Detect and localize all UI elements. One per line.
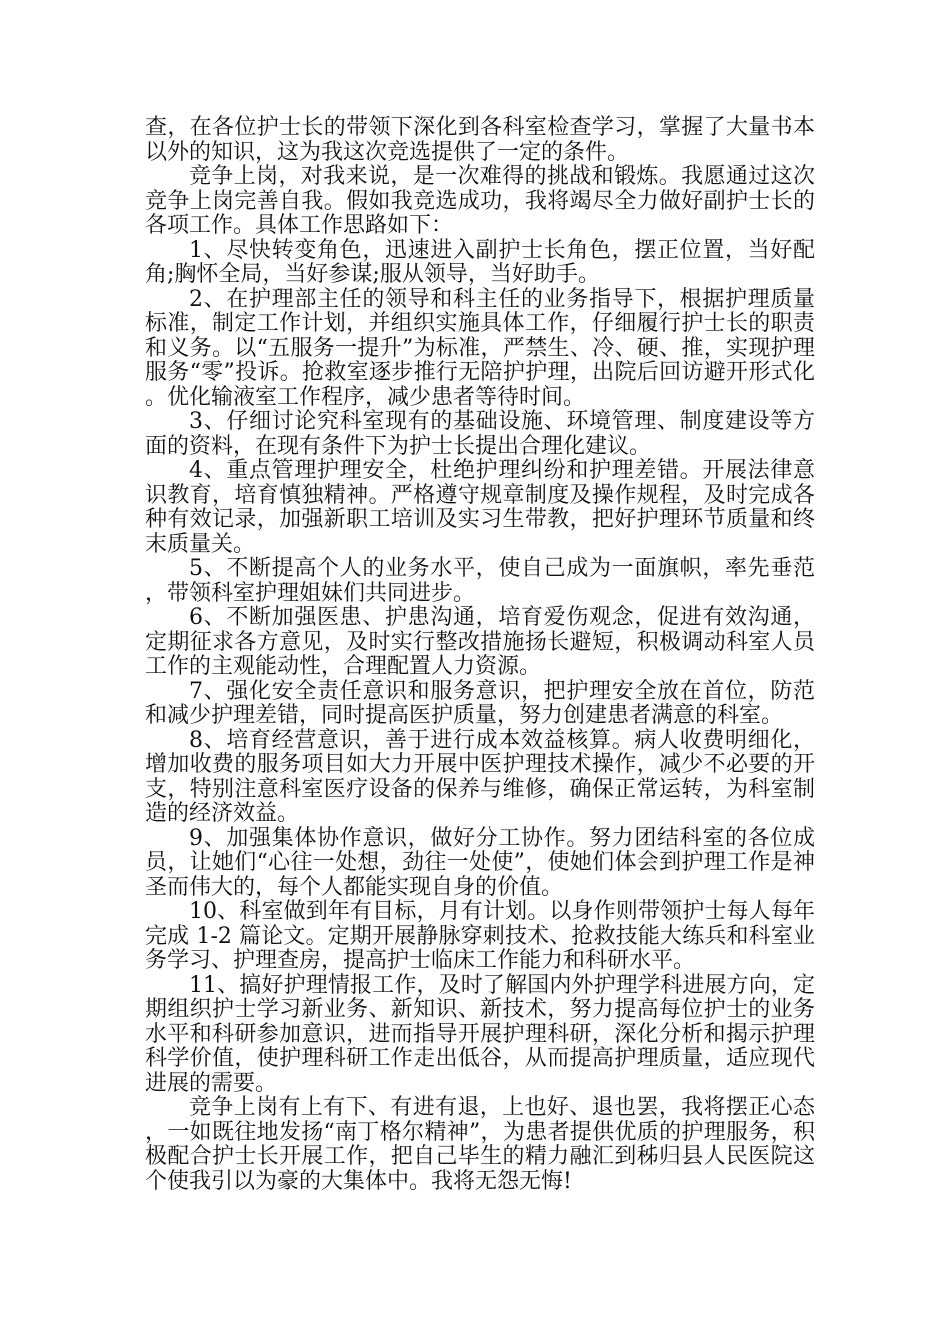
paragraph-intro: 竞争上岗，对我来说，是一次难得的挑战和锻炼。我愿通过这次竞争上岗完善自我。假如我竞选成功，我将竭尽全力做好副护士长的各项工作。具体工作思路如下： bbox=[145, 164, 815, 238]
paragraph-item-7: 7、强化安全责任意识和服务意识，把护理安全放在首位，防范和减少护理差错，同时提高医护质量，努力创建患者满意的科室。 bbox=[145, 678, 815, 728]
paragraph-item-11: 11、搞好护理情报工作，及时了解国内外护理学科进展方向，定期组织护士学习新业务、新知识、新技术，努力提高每位护士的业务水平和科研参加意识，进而指导开展护理科研，深化分析和揭示护理科学价值，使护理科研工作走出低谷，从而提高护理质量，适应现代进展的需要。 bbox=[145, 972, 815, 1096]
paragraph-continuation: 查，在各位护士长的带领下深化到各科室检查学习，掌握了大量书本以外的知识，这为我这次竞选提供了一定的条件。 bbox=[145, 115, 815, 165]
paragraph-item-6: 6、不断加强医患、护患沟通，培育爱伤观念，促进有效沟通，定期征求各方意见，及时实行整改措施扬长避短，积极调动科室人员工作的主观能动性，合理配置人力资源。 bbox=[145, 605, 815, 679]
paragraph-item-2: 2、在护理部主任的领导和科主任的业务指导下，根据护理质量标准，制定工作计划，并组织实施具体工作，仔细履行护士长的职责和义务。以“五服务一提升”为标准，严禁生、冷、硬、推，实现护理服务“零”投诉。抢救室逐步推行无陪护护理，出院后回访避开形式化。优化输液室工作程序，减少患者等待时间。 bbox=[145, 286, 815, 410]
paragraph-item-4: 4、重点管理护理安全，杜绝护理纠纷和护理差错。开展法律意识教育，培育慎独精神。严格遵守规章制度及操作规程，及时完成各种有效记录，加强新职工培训及实习生带教，把好护理环节质量和终末质量关。 bbox=[145, 458, 815, 557]
paragraph-item-8: 8、培育经营意识，善于进行成本效益核算。病人收费明细化，增加收费的服务项目如大力开展中医护理技术操作，减少不必要的开支，特别注意科室医疗设备的保养与维修，确保正常运转，为科室制造的经济效益。 bbox=[145, 727, 815, 826]
paragraph-item-3: 3、仔细讨论究科室现有的基础设施、环境管理、制度建设等方面的资料，在现有条件下为护士长提出合理化建议。 bbox=[145, 409, 815, 459]
paragraph-item-1: 1、尽快转变角色，迅速进入副护士长角色，摆正位置，当好配角;胸怀全局，当好参谋;服从领导，当好助手。 bbox=[145, 237, 815, 287]
paragraph-item-5: 5、不断提高个人的业务水平，使自己成为一面旗帜，率先垂范，带领科室护理姐妹们共同进步。 bbox=[145, 556, 815, 606]
paragraph-conclusion: 竞争上岗有上有下、有进有退，上也好、退也罢，我将摆正心态，一如既往地发扬“南丁格尔精神”，为患者提供优质的护理服务，积极配合护士长开展工作，把自己毕生的精力融汇到秭归县人民医院这个使我引以为豪的大集体中。我将无怨无悔! bbox=[145, 1095, 815, 1194]
paragraph-item-9: 9、加强集体协作意识，做好分工协作。努力团结科室的各位成员，让她们“心往一处想，劲往一处使”，使她们体会到护理工作是神圣而伟大的，每个人都能实现自身的价值。 bbox=[145, 825, 815, 900]
document-page bbox=[145, 116, 815, 1194]
paragraph-item-10: 10、科室做到年有目标，月有计划。以身作则带领护士每人每年完成 1-2 篇论文。定期开展静脉穿刺技术、抢救技能大练兵和科室业务学习、护理查房，提高护士临床工作能力和科研水平。 bbox=[145, 899, 815, 973]
